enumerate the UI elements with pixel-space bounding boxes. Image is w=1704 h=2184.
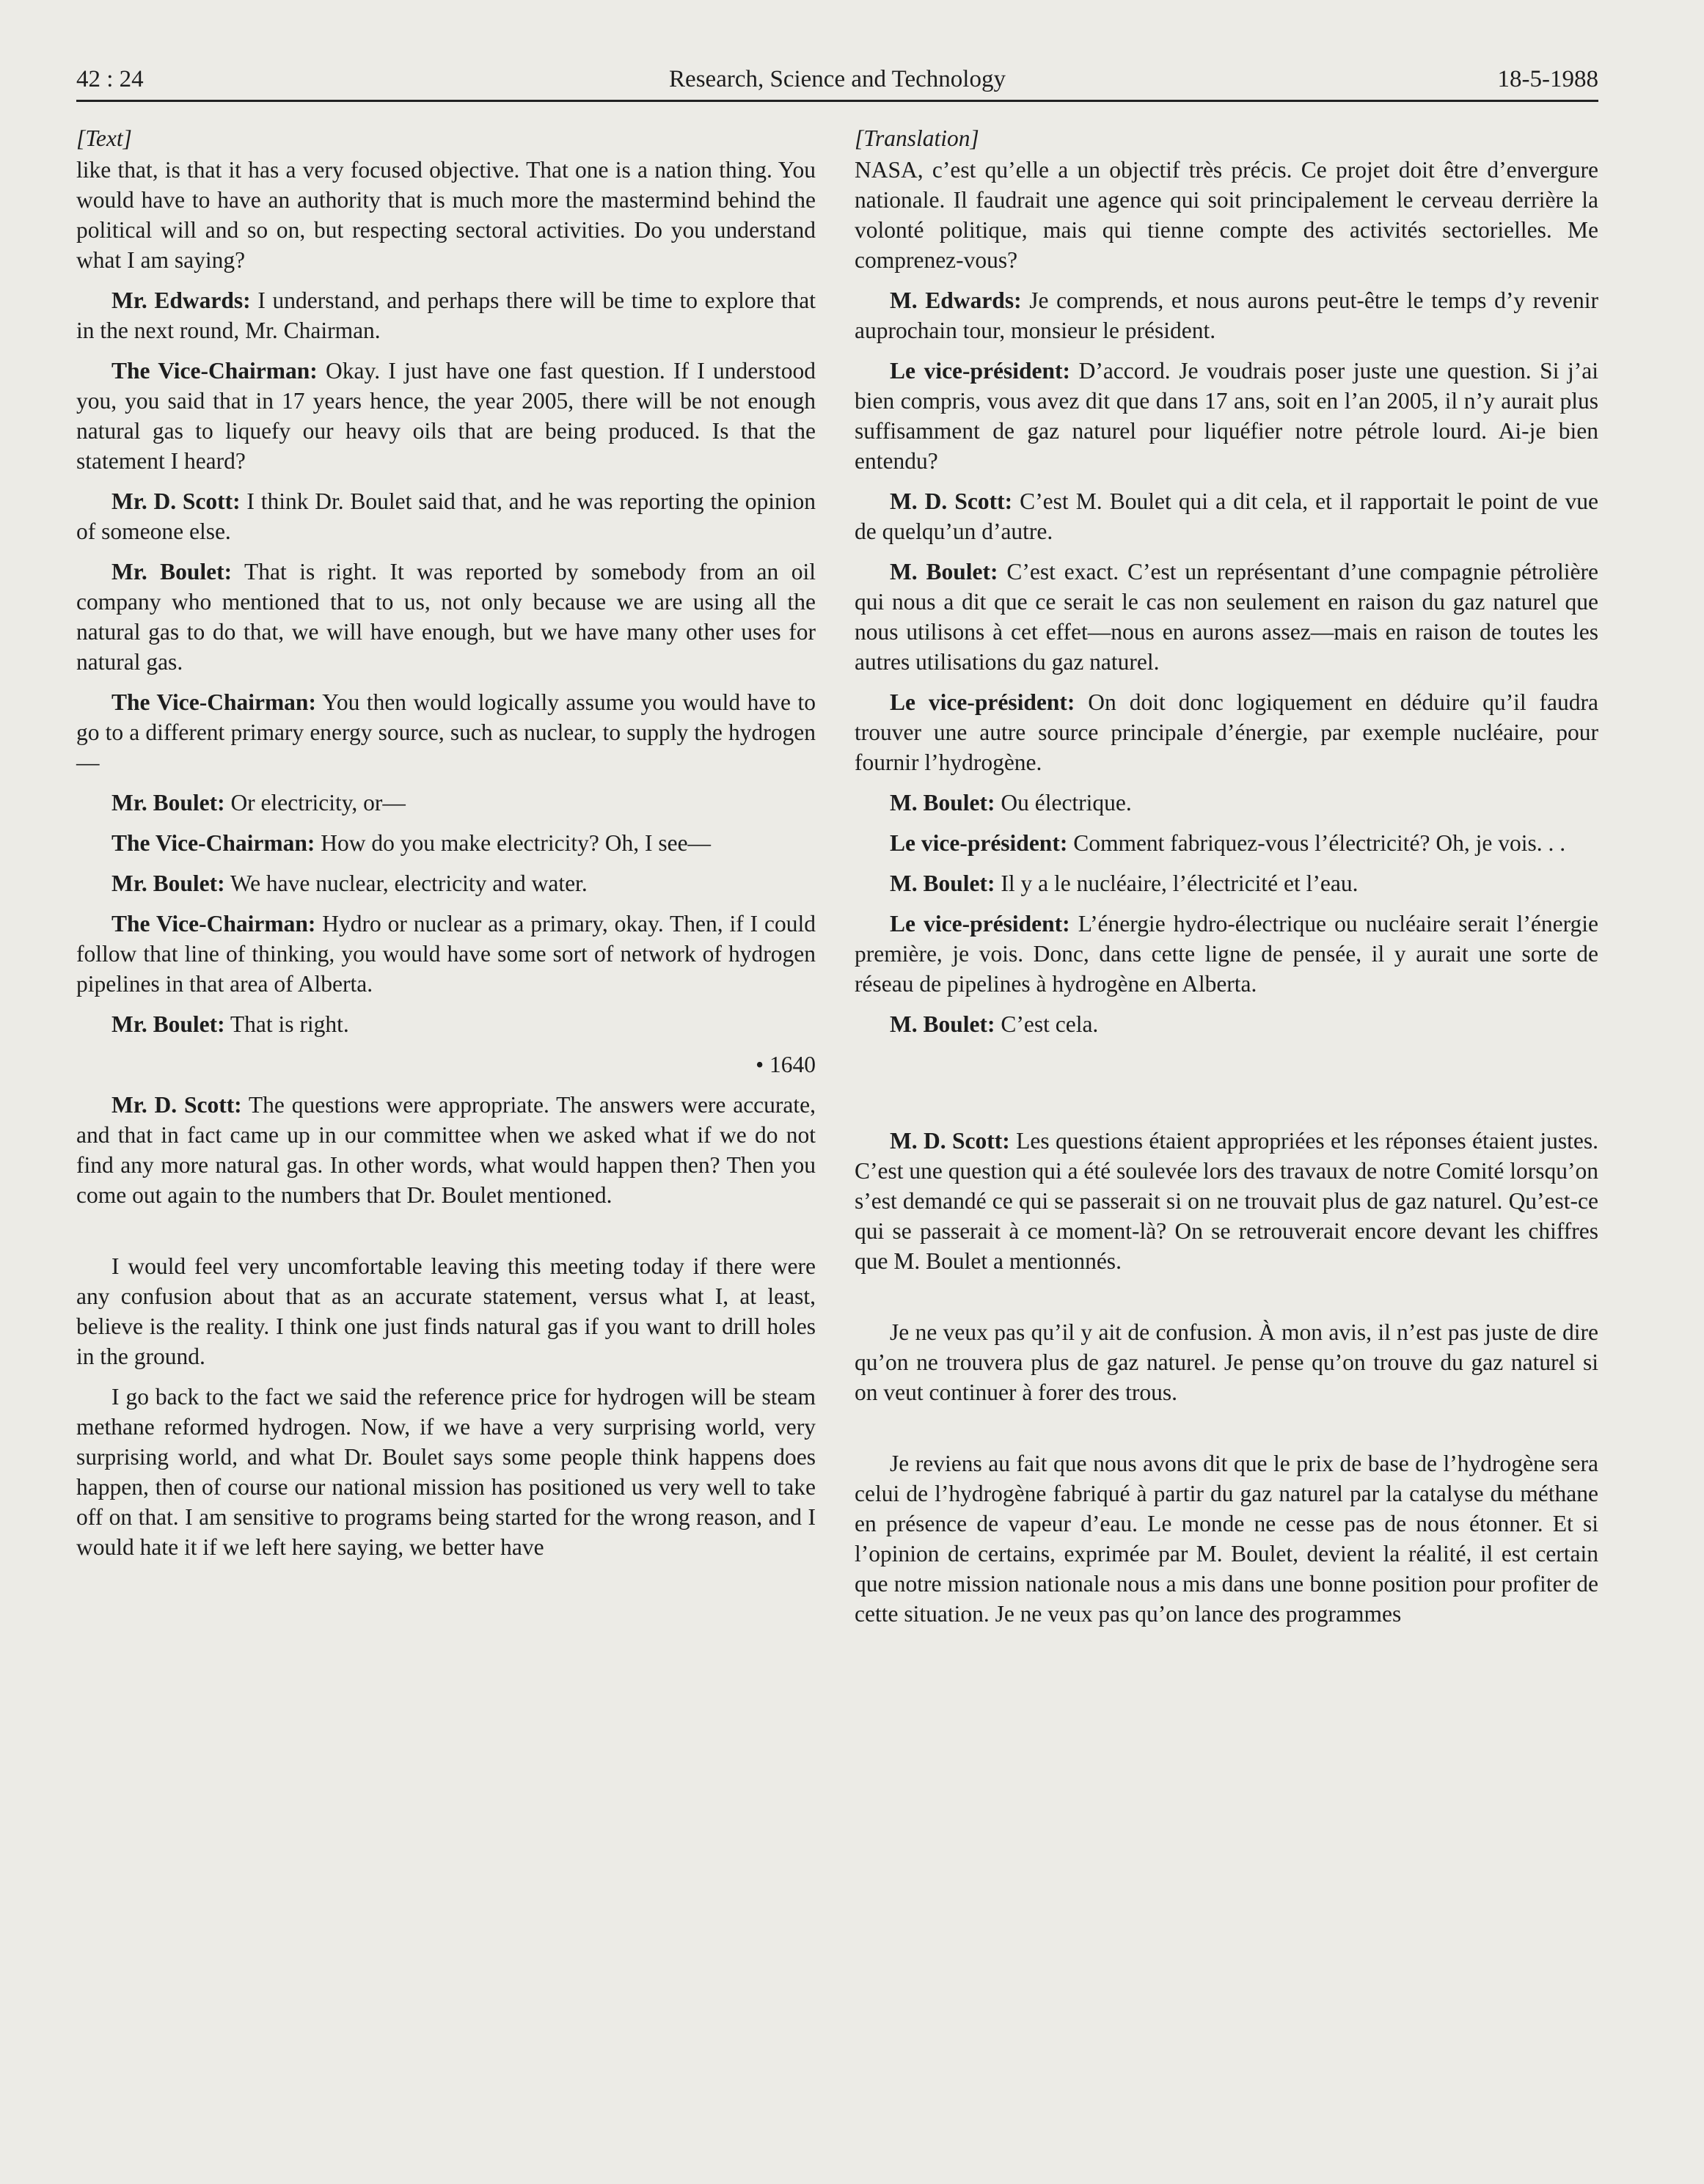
paragraph — [76, 1090, 816, 1210]
paragraph — [855, 687, 1598, 777]
speaker: Mr. Edwards: — [111, 287, 251, 313]
speech: On doit donc logiquement en déduire qu’il faudra trouver une autre source principale d’énergie, par exemple nucléaire, pour fournir l’hydrogène. — [855, 689, 1599, 775]
speech: You then would logically assume you would have to go to a different primary energy source, such as nuclear, to supply the hydrogen— — [76, 689, 816, 775]
speech: I think Dr. Boulet said that, and he was reporting the opinion of someone else. — [76, 488, 816, 544]
paragraph — [855, 1126, 1598, 1276]
paragraph — [855, 788, 1598, 818]
paragraph — [76, 828, 816, 858]
speaker: The Vice-Chairman: — [111, 911, 316, 937]
speaker: M. Boulet: — [890, 790, 995, 816]
speaker: Le vice-président: — [890, 689, 1075, 715]
speaker: Le vice-président: — [890, 911, 1070, 937]
paragraph — [76, 557, 816, 677]
paragraph: I would feel very uncomfortable leaving this meeting today if there were any confusion about that as an accurate statement, versus what I, at least, believe is the reality. I think one just finds natural gas if you want to drill holes in the ground. — [76, 1253, 816, 1369]
paragraph — [76, 868, 816, 898]
speaker: The Vice-Chairman: — [111, 358, 318, 384]
speech: How do you make electricity? Oh, I see— — [315, 830, 712, 856]
speech: Hydro or nuclear as a primary, okay. Then, if I could follow that line of thinking, you would have some sort of network of hydrogen pipelines in that area of Alberta. — [76, 911, 816, 997]
paragraph — [76, 285, 816, 345]
speaker: Le vice-président: — [890, 830, 1068, 856]
speech: I understand, and perhaps there will be time to explore that in the next round, Mr. Chairman. — [76, 287, 816, 343]
speaker: Mr. D. Scott: — [111, 1092, 242, 1118]
speech: The questions were appropriate. The answers were accurate, and that in fact came up in our committee when we asked what if we do not find any more natural gas. In other words, what would happen then? Then you come out again to the numbers that Dr. Boulet mentioned. — [76, 1092, 816, 1208]
paragraph — [855, 909, 1598, 999]
paragraph — [76, 1009, 816, 1039]
english-column — [76, 123, 816, 1572]
paragraph — [855, 486, 1598, 546]
speaker: M. Edwards: — [890, 287, 1022, 313]
speech: C’est cela. — [995, 1011, 1099, 1037]
speaker: The Vice-Chairman: — [111, 830, 315, 856]
speech: D’accord. Je voudrais poser juste une question. Si j’ai bien compris, vous avez dit que dans 17 ans, soit en l’an 2005, il n’y aurait plus suffisamment de gaz naturel pour liquéfier notre pétrole lourd. Ai-je bien entendu? — [855, 358, 1598, 474]
speaker: M. Boulet: — [890, 559, 998, 585]
paragraph: I go back to the fact we said the reference price for hydrogen will be steam methane reformed hydrogen. Now, if we have a very surprising world, very surprising world, and what Dr. Boulet says some people think happens does happen, then of course our national mission has positioned us very well to take off on that. I am sensitive to programs being started for the wrong reason, and I would hate it if we left here saying, we better have — [76, 1384, 816, 1560]
speech: C’est M. Boulet qui a dit cela, et il rapportait le point de vue de quelqu’un d’autre. — [855, 488, 1598, 544]
speech: Or electricity, or— — [224, 790, 406, 816]
speaker: M. D. Scott: — [890, 1128, 1010, 1154]
header-rule — [76, 100, 1598, 102]
speaker: M. D. Scott: — [890, 488, 1013, 514]
paragraph: Je ne veux pas qu’il y ait de confusion. À mon avis, il n’est pas juste de dire qu’on ne trouvera plus de gaz naturel. Je pense qu’on trouve du gaz naturel si on veut continuer à forer des trous. — [855, 1319, 1598, 1405]
speaker: M. Boulet: — [890, 871, 995, 896]
paragraph — [855, 285, 1598, 345]
speaker: The Vice-Chairman: — [111, 689, 316, 715]
page-number: 42 : 24 — [76, 66, 144, 92]
page-header — [76, 66, 1598, 103]
paragraph — [855, 356, 1598, 476]
running-title: Research, Science and Technology — [669, 66, 1006, 92]
speech: C’est exact. C’est un représentant d’une compagnie pétrolière qui nous a dit que ce serait le cas non seulement en raison du gaz naturel que nous utilisons à cet effet—nous en aurons assez—mais en raison de toutes les autres utilisations du gaz naturel. — [855, 559, 1598, 675]
speaker: Mr. Boulet: — [111, 790, 225, 816]
paragraph — [855, 557, 1598, 677]
french-column — [855, 123, 1598, 1639]
speech: Ou électrique. — [995, 790, 1132, 816]
speech: That is right. It was reported by somebody from an oil company who mentioned that to us, not only because we are using all the natural gas to do that, we will have enough, but we have many other uses for natural gas. — [76, 559, 816, 675]
speaker: Mr. Boulet: — [111, 1011, 225, 1037]
timestamp: • 1640 — [756, 1052, 816, 1077]
paragraph — [855, 828, 1598, 858]
speaker: M. Boulet: — [890, 1011, 995, 1037]
speech: Je comprends, et nous aurons peut-être le temps d’y revenir auprochain tour, monsieur le président. — [855, 287, 1598, 343]
speaker: Mr. Boulet: — [111, 559, 233, 585]
paragraph — [76, 687, 816, 777]
paragraph — [76, 486, 816, 546]
paragraph — [855, 1009, 1598, 1039]
speech: Comment fabriquez-vous l’électricité? Oh, je vois. . . — [1067, 830, 1566, 856]
paragraph: like that, is that it has a very focused objective. That one is a nation thing. You would have to have an authority that is much more the mastermind behind the political will and so on, but respecting sectoral activities. Do you understand what I am saying? — [76, 157, 816, 273]
speaker: Mr. D. Scott: — [111, 488, 241, 514]
speech: We have nuclear, electricity and water. — [224, 871, 588, 896]
paragraph — [76, 356, 816, 476]
column-label: [Translation] — [855, 125, 979, 151]
page-date: 18-5-1988 — [1497, 66, 1598, 92]
speech: L’énergie hydro-électrique ou nucléaire serait l’énergie première, je vois. Donc, dans cette ligne de pensée, il y aurait une sorte de réseau de pipelines à hydrogène en Alberta. — [855, 911, 1598, 997]
speech: Il y a le nucléaire, l’électricité et l’eau. — [995, 871, 1359, 896]
speech: Okay. I just have one fast question. If I understood you, you said that in 17 years hence, the year 2005, there will be not enough natural gas to liquefy our heavy oils that are being produced. Is that the statement I heard? — [76, 358, 816, 474]
speaker: Le vice-président: — [890, 358, 1071, 384]
paragraph: NASA, c’est qu’elle a un objectif très précis. Ce projet doit être d’envergure nationale. Il faudrait une agence qui soit principalement le cerveau derrière la volonté politique, mais qui tienne compte des activités sectorielles. Me comprenez-vous? — [855, 157, 1598, 273]
speaker: Mr. Boulet: — [111, 871, 225, 896]
paragraph — [855, 868, 1598, 898]
paragraph — [76, 909, 816, 999]
speech: That is right. — [224, 1011, 349, 1037]
column-label: [Text] — [76, 125, 132, 151]
speech: Les questions étaient appropriées et les réponses étaient justes. C’est une question qui a été soulevée lors des travaux de notre Comité lorsqu’on s’est demandé ce qui se passerait si on ne trouvait plus de gaz naturel. Qu’est-ce qui se passerait à ce moment-là? On se retrouverait encore devant les chiffres que M. Boulet a mentionnés. — [855, 1128, 1599, 1274]
paragraph: Je reviens au fait que nous avons dit que le prix de base de l’hydrogène sera celui de l’hydrogène fabriqué à partir du gaz naturel par la catalyse du méthane en présence de vapeur d’eau. Le monde ne cesse pas de nous étonner. Et si l’opinion de certains, exprimée par M. Boulet, devient la réalité, il est certain que notre mission nationale nous a mis dans une bonne position pour profiter de cette situation. Je ne veux pas qu’on lance des programmes — [855, 1451, 1598, 1627]
paragraph — [76, 788, 816, 818]
